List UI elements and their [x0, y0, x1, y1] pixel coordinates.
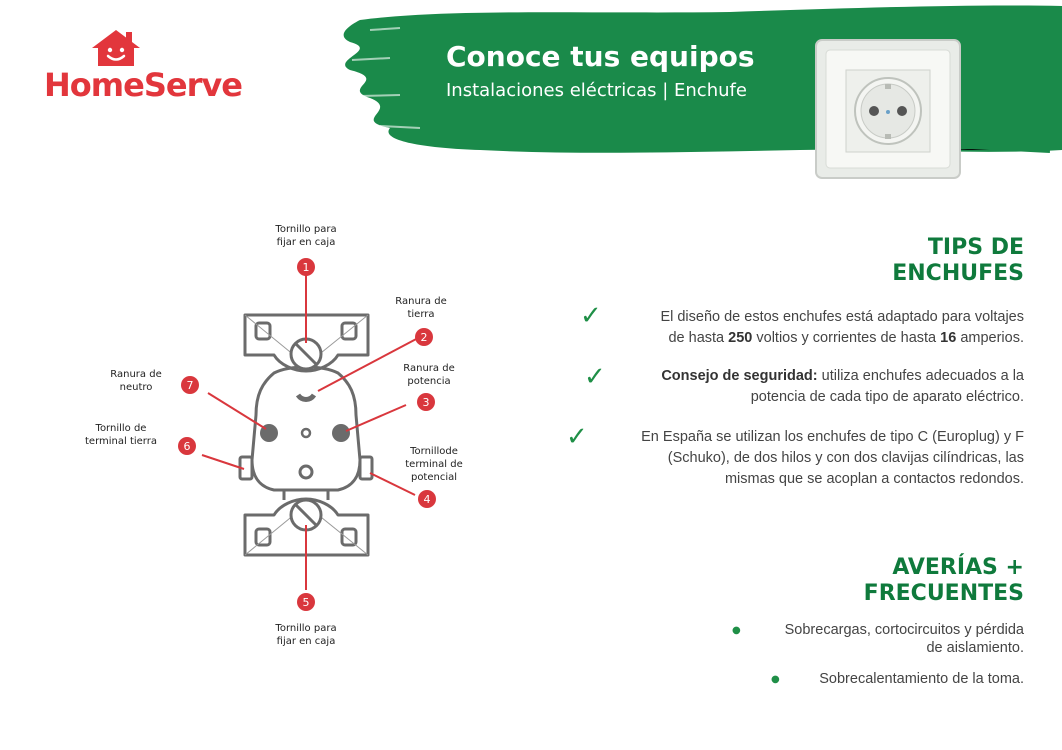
label-5: Tornillo para fijar en caja: [275, 623, 337, 647]
bullet-icon: ●: [732, 625, 741, 636]
check-icon: ✓: [580, 301, 602, 331]
label-7: Ranura de neutro: [110, 369, 162, 393]
bullet-icon: ●: [771, 674, 780, 685]
check-icon: ✓: [584, 362, 606, 392]
marker-1: 1: [302, 261, 310, 274]
homeserve-logo: [44, 28, 244, 108]
label-2: Ranura de tierra: [395, 296, 447, 320]
failure-item-1: Sobrecargas, cortocircuitos y pérdida de aislamiento.: [784, 622, 1024, 656]
tip-item-2: Consejo de seguridad: utiliza enchufes adecuados a la potencia de cada tipo de aparato eléctrico.: [661, 368, 1024, 405]
house-icon: [86, 28, 146, 68]
failures-title: AVERÍAS + FRECUENTES: [863, 555, 1024, 606]
socket-photo: [814, 38, 962, 180]
marker-3: 3: [422, 396, 430, 409]
page-title: Conoce tus equipos: [446, 40, 755, 73]
outlet-diagram: [70, 215, 490, 655]
label-3: Ranura de potencia: [403, 363, 455, 387]
marker-4: 4: [423, 493, 431, 506]
marker-2: 2: [420, 331, 428, 344]
label-6: Tornillo de terminal tierra: [85, 423, 157, 447]
logo-text: HomeServe: [44, 66, 242, 104]
label-1: Tornillo para fijar en caja: [275, 224, 337, 248]
tips-title: TIPS DE ENCHUFES: [892, 235, 1024, 286]
marker-6: 6: [183, 440, 191, 453]
label-4: Tornillode terminal de potencial: [405, 446, 463, 483]
marker-5: 5: [302, 596, 310, 609]
tip-item-1: El diseño de estos enchufes está adaptado para voltajes de hasta 250 voltios y corrientes de hasta 16 amperios.: [660, 309, 1024, 346]
failure-item-2: Sobrecalentamiento de la toma.: [819, 671, 1024, 687]
page-subtitle: Instalaciones eléctricas | Enchufe: [446, 80, 747, 101]
marker-7: 7: [186, 379, 194, 392]
check-icon: ✓: [566, 422, 588, 452]
tip-item-3: En España se utilizan los enchufes de tipo C (Europlug) y F (Schuko), de dos hilos y con dos clavijas cilíndricas, las mismas que se acoplan a contactos redondos.: [641, 429, 1024, 487]
